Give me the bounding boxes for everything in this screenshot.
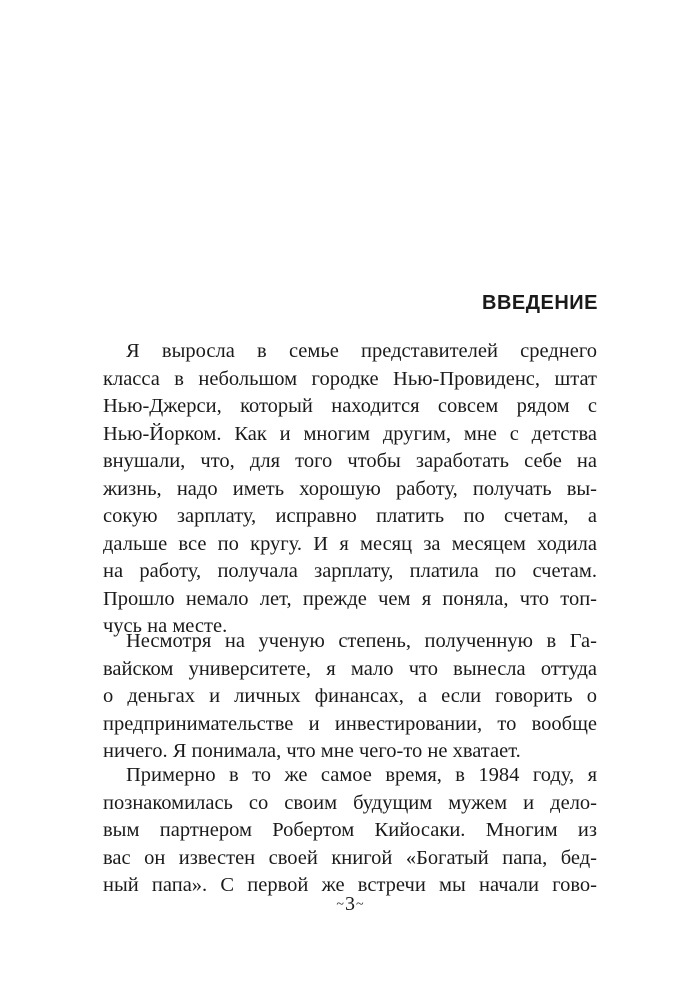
chapter-heading: ВВЕДЕНИЕ [482, 292, 598, 314]
ornament-right-icon: ~ [356, 897, 364, 912]
text-line: вайском университете, я мало что вынесла оттуда [103, 657, 597, 680]
text-line: чусь на месте. [103, 615, 228, 637]
text-line: предпринимательстве и инвестировании, то вообще [103, 712, 597, 735]
text-line: сокую зарплату, исправно платить по счетам, а [103, 505, 597, 527]
text-line: вым партнером Робертом Кийосаки. Многим из [103, 819, 597, 841]
text-line: ничего. Я понимала, что мне чего-то не хватает. [103, 740, 521, 762]
text-line: класса в небольшом городке Нью-Провиденс, штат [103, 367, 597, 390]
text-line: Нью-Джерси, который находится совсем рядом с [103, 395, 597, 417]
text-line: познакомилась со своим будущим мужем и дело- [103, 791, 597, 814]
page-number-footer [0, 893, 700, 916]
text-line: о деньгах и личных финансах, а если говорить о [103, 685, 597, 707]
page-number: 3 [345, 893, 355, 915]
text-line: вас он известен своей книгой «Богатый папа, бед- [103, 846, 597, 869]
paragraph-3 [103, 762, 597, 900]
text-line: дальше все по кругу. И я месяц за месяцем ходила [103, 532, 597, 555]
text-line: Прошло немало лет, прежде чем я поняла, что топ- [103, 587, 597, 610]
text-line: жизнь, надо иметь хорошую работу, получать вы- [103, 477, 597, 500]
text-line: внушали, что, для того чтобы заработать себе на [103, 450, 597, 472]
text-line: Я выросла в семье представителей среднего [126, 340, 597, 362]
text-line: ный папа». С первой же встречи мы начали гово- [103, 874, 597, 896]
text-line: Нью-Йорком. Как и многим другим, мне с детства [103, 422, 597, 445]
paragraph-1 [103, 338, 597, 641]
text-line: Несмотря на ученую степень, полученную в Га- [126, 630, 597, 652]
text-line: на работу, получала зарплату, платила по счетам. [103, 560, 597, 582]
text-line: Примерно в то же самое время, в 1984 году, я [126, 764, 597, 786]
ornament-left-icon: ~ [336, 897, 344, 912]
paragraph-2 [103, 628, 597, 766]
